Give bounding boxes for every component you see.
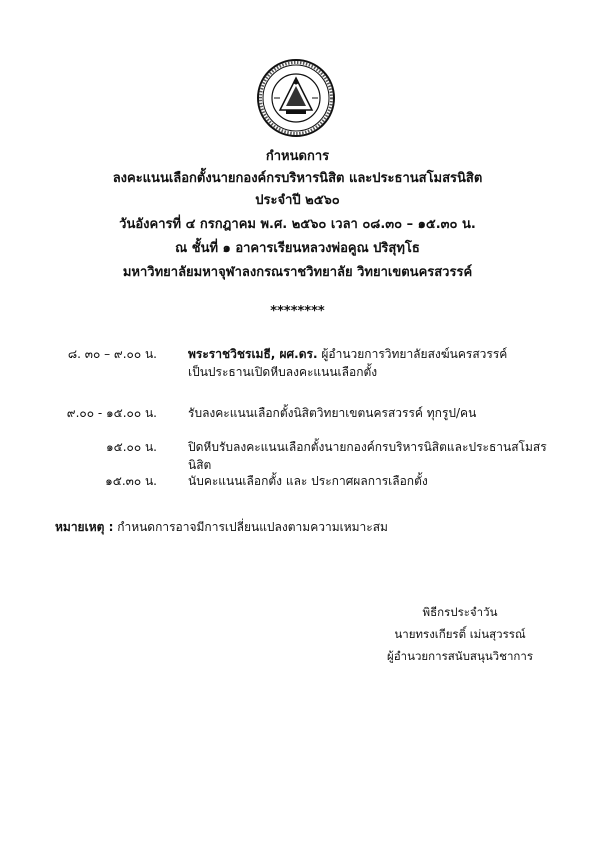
doc-date-time: วันอังคารที่ ๔ กรกฎาคม พ.ศ. ๒๕๖๐ เวลา ๐๘.๓๐ – ๑๕.๓๐ น.: [119, 217, 476, 232]
remark-text: กำหนดการอาจมีการเปลี่ยนแปลงตามความเหมาะสม: [113, 520, 388, 534]
signature-name: นายทรงเกียรติ์ เม่นสุวรรณ์: [394, 627, 526, 641]
schedule-time: ๘. ๓๐ – ๙.๐๐ น.: [67, 347, 157, 361]
doc-year: ประจำปี ๒๕๖๐: [255, 193, 340, 208]
schedule-host-name: พระราชวิชรเมธี, ผศ.ดร.: [188, 347, 318, 361]
doc-location: ณ ชั้นที่ ๑ อาคารเรียนหลวงพ่อคูณ ปริสุทฺโธ: [175, 241, 420, 256]
schedule-desc: นับคะแนนเลือกตั้ง และ ประกาศผลการเลือกตั้ง: [188, 474, 428, 488]
doc-title: กำหนดการ: [265, 149, 330, 164]
doc-subtitle: ลงคะแนนเลือกตั้งนายกองค์กรบริหารนิสิต และประธานสโมสรนิสิต: [112, 171, 483, 186]
signature-role: พิธีกรประจำวัน: [422, 605, 498, 619]
schedule-desc-line2: เป็นประธานเปิดหีบลงคะแนนเลือกตั้ง: [188, 365, 378, 379]
separator-stars: ********: [270, 304, 325, 319]
doc-institution: มหาวิทยาลัยมหาจุฬาลงกรณราชวิทยาลัย วิทยาเขตนครสวรรค์: [122, 265, 473, 280]
remark: [55, 518, 388, 537]
schedule-desc: [188, 345, 568, 381]
schedule-time: ๙.๐๐ - ๑๕.๐๐ น.: [66, 406, 157, 420]
schedule-time: ๑๕.๐๐ น.: [106, 440, 157, 454]
schedule-host-title: ผู้อำนวยการวิทยาลัยสงฆ์นครสวรรค์: [317, 347, 508, 361]
schedule-desc: รับลงคะแนนเลือกตั้งนิสิตวิทยาเขตนครสวรรค์ ทุกรูป/คน: [188, 406, 477, 420]
schedule-desc: ปิดหีบรับลงคะแนนเลือกตั้งนายกองค์กรบริหารนิสิตและประธานสโมสรนิสิต: [188, 440, 547, 472]
university-seal-logo: [256, 58, 336, 138]
remark-label: หมายเหตุ :: [55, 520, 114, 534]
signature-position: ผู้อำนวยการสนับสนุนวิชาการ: [387, 649, 533, 663]
schedule-time: ๑๕.๓๐ น.: [105, 474, 157, 488]
